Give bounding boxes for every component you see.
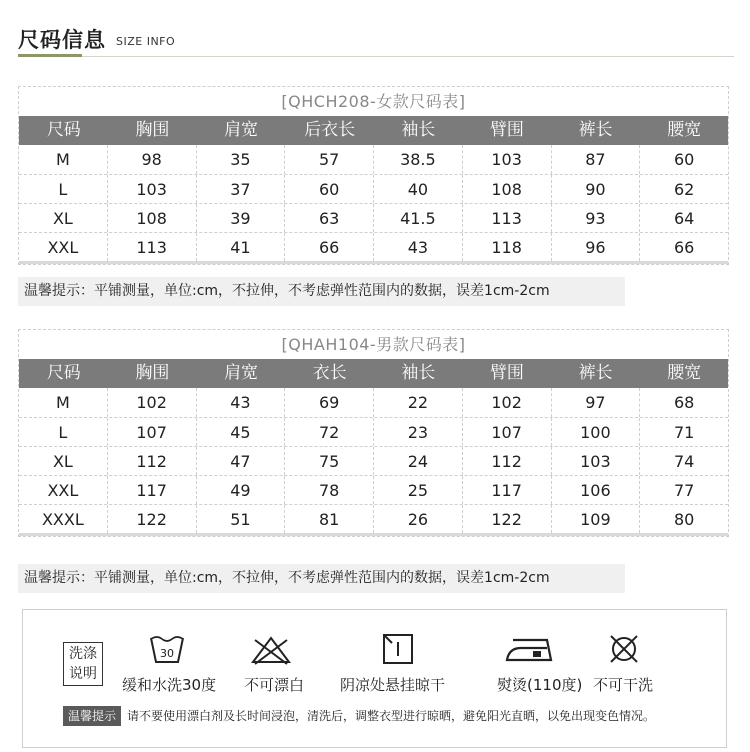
table-cell: 122 [462,505,551,533]
table-bottom-rule [19,533,728,536]
table-row [19,145,728,174]
section-header [18,24,734,58]
care-text: 不可干洗 [593,676,654,694]
column-header: 衣长 [312,363,347,383]
table-cell: 40 [373,175,462,203]
table-cell: 113 [462,204,551,232]
table-cell: 90 [551,175,640,203]
men-table-body [19,388,728,533]
care-label [63,642,103,686]
table-cell: 102 [107,388,196,417]
line-dry-shade-icon [381,632,415,666]
table-cell: 43 [196,388,285,417]
table-cell: 107 [462,418,551,446]
table-cell: 47 [196,447,285,475]
table-row [19,417,728,446]
no-bleach-icon [251,632,291,666]
table-cell: 80 [639,505,728,533]
care-text: 不可漂白 [244,676,305,694]
table-cell: 71 [639,418,728,446]
column-header: 尺码 [46,120,81,140]
iron-110-icon [503,632,559,666]
measurement-note: 温馨提示：平铺测量，单位:cm，不拉伸，不考虑弹性范围内的数据，误差1cm-2cm [18,564,625,593]
section-title: 尺码信息 [18,28,106,52]
table-cell: 93 [551,204,640,232]
women-size-table [18,86,729,265]
table-cell: 103 [462,145,551,174]
column-header: 腰宽 [667,363,702,383]
table-cell: 45 [196,418,285,446]
table-cell: 109 [551,505,640,533]
column-header: 后衣长 [304,120,356,140]
header-accent-bar [18,54,82,57]
table-row [19,174,728,203]
table-cell: 64 [639,204,728,232]
column-header: 肩宽 [224,363,259,383]
column-header: 裤长 [578,120,613,140]
care-label-line: 洗涤 [69,646,97,662]
table-cell: 74 [639,447,728,475]
table-cell: 63 [284,204,373,232]
table-cell: 97 [551,388,640,417]
header-divider [18,56,734,57]
table-cell: 62 [639,175,728,203]
column-header: 胸围 [135,363,170,383]
table-cell: 108 [107,204,196,232]
table-cell: 49 [196,476,285,504]
table-cell: 37 [196,175,285,203]
column-header: 肩宽 [224,120,259,140]
tip-badge: 温馨提示 [63,706,121,726]
table-cell: XXL [47,238,79,257]
column-header: 腰宽 [667,120,702,140]
table-cell: 106 [551,476,640,504]
measurement-note: 温馨提示：平铺测量，单位:cm，不拉伸，不考虑弹性范围内的数据，误差1cm-2cm [18,277,625,306]
table-cell: 113 [107,233,196,261]
table-cell: M [55,150,70,169]
women-table-caption: [QHCH208-女款尺码表] [281,92,466,111]
section-subtitle: SIZE INFO [116,35,176,48]
table-cell: 60 [639,145,728,174]
table-cell: 87 [551,145,640,174]
care-text: 缓和水洗30度 [122,676,217,694]
wash-temp-label: 30 [160,647,174,660]
column-header: 袖长 [401,120,436,140]
table-row [19,475,728,504]
table-cell: 69 [284,388,373,417]
column-header: 臂围 [489,120,524,140]
table-cell: M [55,393,70,412]
men-size-table [18,329,729,537]
table-cell: 68 [639,388,728,417]
care-instructions [22,609,727,748]
table-cell: 38.5 [373,145,462,174]
table-cell: 107 [107,418,196,446]
table-cell: L [58,423,68,442]
table-cell: 60 [284,175,373,203]
wash-30-icon [145,632,189,666]
care-label-line: 说明 [69,666,97,682]
table-cell: 57 [284,145,373,174]
table-cell: 75 [284,447,373,475]
table-cell: 117 [462,476,551,504]
table-cell: 100 [551,418,640,446]
table-bottom-rule [19,261,728,264]
table-cell: XL [52,209,73,228]
table-cell: 108 [462,175,551,203]
table-cell: 51 [196,505,285,533]
table-cell: 72 [284,418,373,446]
table-cell: 66 [284,233,373,261]
table-cell: L [58,180,68,199]
women-table-header-row [19,116,728,145]
no-dry-clean-icon [607,632,641,666]
table-cell: 43 [373,233,462,261]
table-cell: 22 [373,388,462,417]
table-cell: 103 [551,447,640,475]
table-cell: 81 [284,505,373,533]
care-text: 熨烫(110度) [497,676,583,694]
table-cell: 35 [196,145,285,174]
column-header: 尺码 [46,363,81,383]
men-table-header-row [19,359,728,388]
table-cell: 78 [284,476,373,504]
table-cell: XXL [47,481,79,500]
table-cell: 66 [639,233,728,261]
table-cell: 112 [462,447,551,475]
column-header: 裤长 [578,363,613,383]
table-cell: 118 [462,233,551,261]
column-header: 袖长 [401,363,436,383]
column-header: 胸围 [135,120,170,140]
table-cell: 39 [196,204,285,232]
men-table-caption: [QHAH104-男款尺码表] [281,335,466,354]
table-cell: XL [52,452,73,471]
table-row [19,388,728,417]
table-cell: 24 [373,447,462,475]
table-row [19,232,728,261]
table-cell: 103 [107,175,196,203]
table-row [19,446,728,475]
table-cell: 102 [462,388,551,417]
table-cell: 41 [196,233,285,261]
women-table-body [19,145,728,261]
table-cell: 77 [639,476,728,504]
tip-text: 请不要使用漂白剂及长时间浸泡，清洗后，调整衣型进行晾晒，避免阳光直晒，以免出现变色情况。 [127,709,656,723]
table-cell: 117 [107,476,196,504]
table-cell: 96 [551,233,640,261]
table-cell: 23 [373,418,462,446]
table-cell: 98 [107,145,196,174]
table-cell: 122 [107,505,196,533]
care-text: 阴凉处悬挂晾干 [340,676,446,694]
table-row [19,203,728,232]
table-cell: 112 [107,447,196,475]
table-cell: 25 [373,476,462,504]
table-cell: 41.5 [373,204,462,232]
table-cell: XXXL [41,510,84,529]
column-header: 臂围 [489,363,524,383]
table-cell: 26 [373,505,462,533]
table-row [19,504,728,533]
